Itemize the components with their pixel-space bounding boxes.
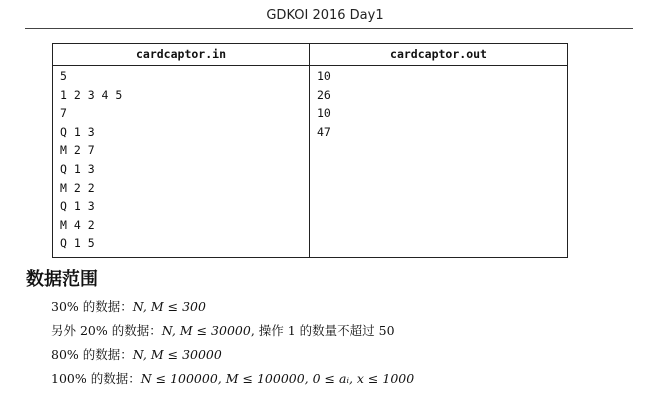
- constraint-suffix: , 操作 1 的数量不超过 50: [250, 323, 395, 338]
- input-line: 5: [60, 69, 67, 83]
- output-line: 47: [317, 124, 331, 139]
- input-line: M 2 7: [60, 143, 95, 158]
- constraint-math: N, M ≤ 30000: [132, 347, 222, 362]
- page-header: GDKOI 2016 Day1: [266, 8, 384, 23]
- input-line: 7: [60, 106, 67, 121]
- input-line: Q 1 3: [60, 124, 95, 139]
- constraint-item: [51, 319, 414, 343]
- input-file-header: cardcaptor.in: [53, 44, 310, 66]
- constraint-prefix: 80% 的数据：: [51, 347, 133, 362]
- sample-io-table: [52, 43, 568, 258]
- constraint-item: [51, 343, 414, 367]
- input-line: Q 1 3: [60, 199, 95, 214]
- constraint-math: N, M ≤ 30000: [161, 323, 251, 338]
- constraint-math: N ≤ 100000, M ≤ 100000, 0 ≤ aᵢ, x ≤ 1000: [140, 371, 415, 386]
- output-line: 10: [317, 69, 331, 83]
- input-line: Q 1 3: [60, 161, 95, 176]
- constraint-item: [51, 367, 414, 391]
- output-file-header: cardcaptor.out: [310, 44, 568, 66]
- output-cell: [310, 66, 568, 258]
- constraint-item: [51, 295, 414, 319]
- constraint-prefix: 100% 的数据：: [51, 371, 141, 386]
- input-line: M 2 2: [60, 180, 95, 195]
- constraint-prefix: 另外 20% 的数据：: [51, 323, 162, 338]
- input-line: M 4 2: [60, 217, 95, 232]
- section-title: 数据范围: [26, 269, 98, 290]
- output-line: 26: [317, 87, 331, 102]
- input-line: 1 2 3 4 5: [60, 87, 123, 102]
- header-rule: [25, 28, 633, 29]
- constraints-list: [51, 295, 414, 391]
- input-cell: [53, 66, 310, 258]
- output-line: 10: [317, 106, 331, 121]
- constraint-math: N, M ≤ 300: [132, 299, 206, 314]
- constraint-prefix: 30% 的数据：: [51, 299, 133, 314]
- input-line: Q 1 5: [60, 236, 95, 251]
